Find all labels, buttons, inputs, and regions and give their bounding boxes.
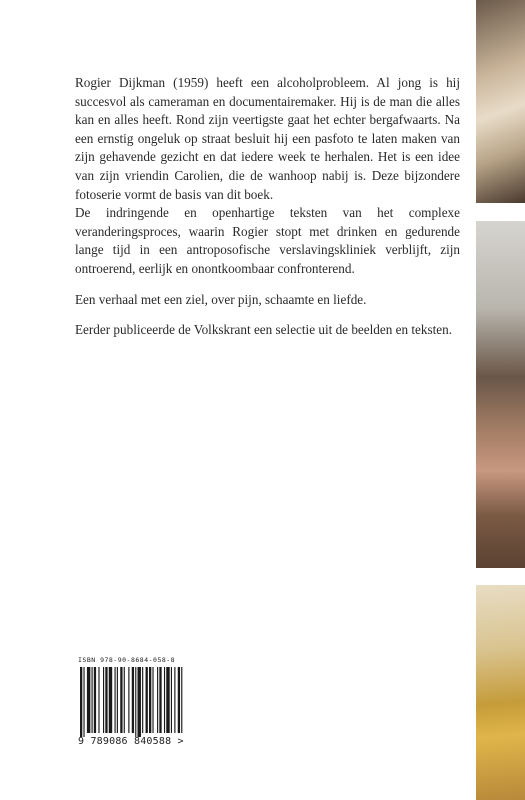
portrait-photo-top (476, 0, 525, 203)
barcode-icon (78, 667, 186, 737)
photo-strip (476, 0, 525, 800)
description-paragraph-2: De indringende en openhartige teksten van het complexe veranderingsproces, waarin Rogier stopt met drinken en gedurende lange tijd in een antroposofische verslavingskliniek verblijft, zijn ontroerend, eerlijk en onontkoombaar confronterend. (75, 205, 460, 276)
description-paragraph-4: Eerder publiceerde de Volkskrant een selectie uit de beelden en teksten. (75, 322, 453, 338)
description-paragraph-1: Rogier Dijkman (1959) heeft een alcoholprobleem. Al jong is hij succesvol als cameraman en documentairemaker. Hij is de man die alles kan en alles heeft. Rond zijn veertigste gaat het echter bergafwaarts. Na een ernstig ongeluk op straat besluit hij een pasfoto te laten maken van zijn gehavende gezicht en dat iedere week te herhalen. Het is een idee van zijn vriendin Carolien, die de wanhoop nabij is. Deze bijzondere fotoserie vormt de basis van dit boek. (75, 75, 460, 202)
portrait-photo-bottom (476, 585, 525, 800)
back-cover-text (75, 74, 460, 352)
isbn-barcode (78, 656, 188, 747)
portrait-photo-middle (476, 221, 525, 568)
isbn-digits: 9 789086 840588 > (78, 736, 184, 747)
isbn-label: ISBN 978-90-8684-058-8 (78, 656, 176, 664)
description-paragraph-3: Een verhaal met een ziel, over pijn, schaamte en liefde. (75, 291, 367, 307)
